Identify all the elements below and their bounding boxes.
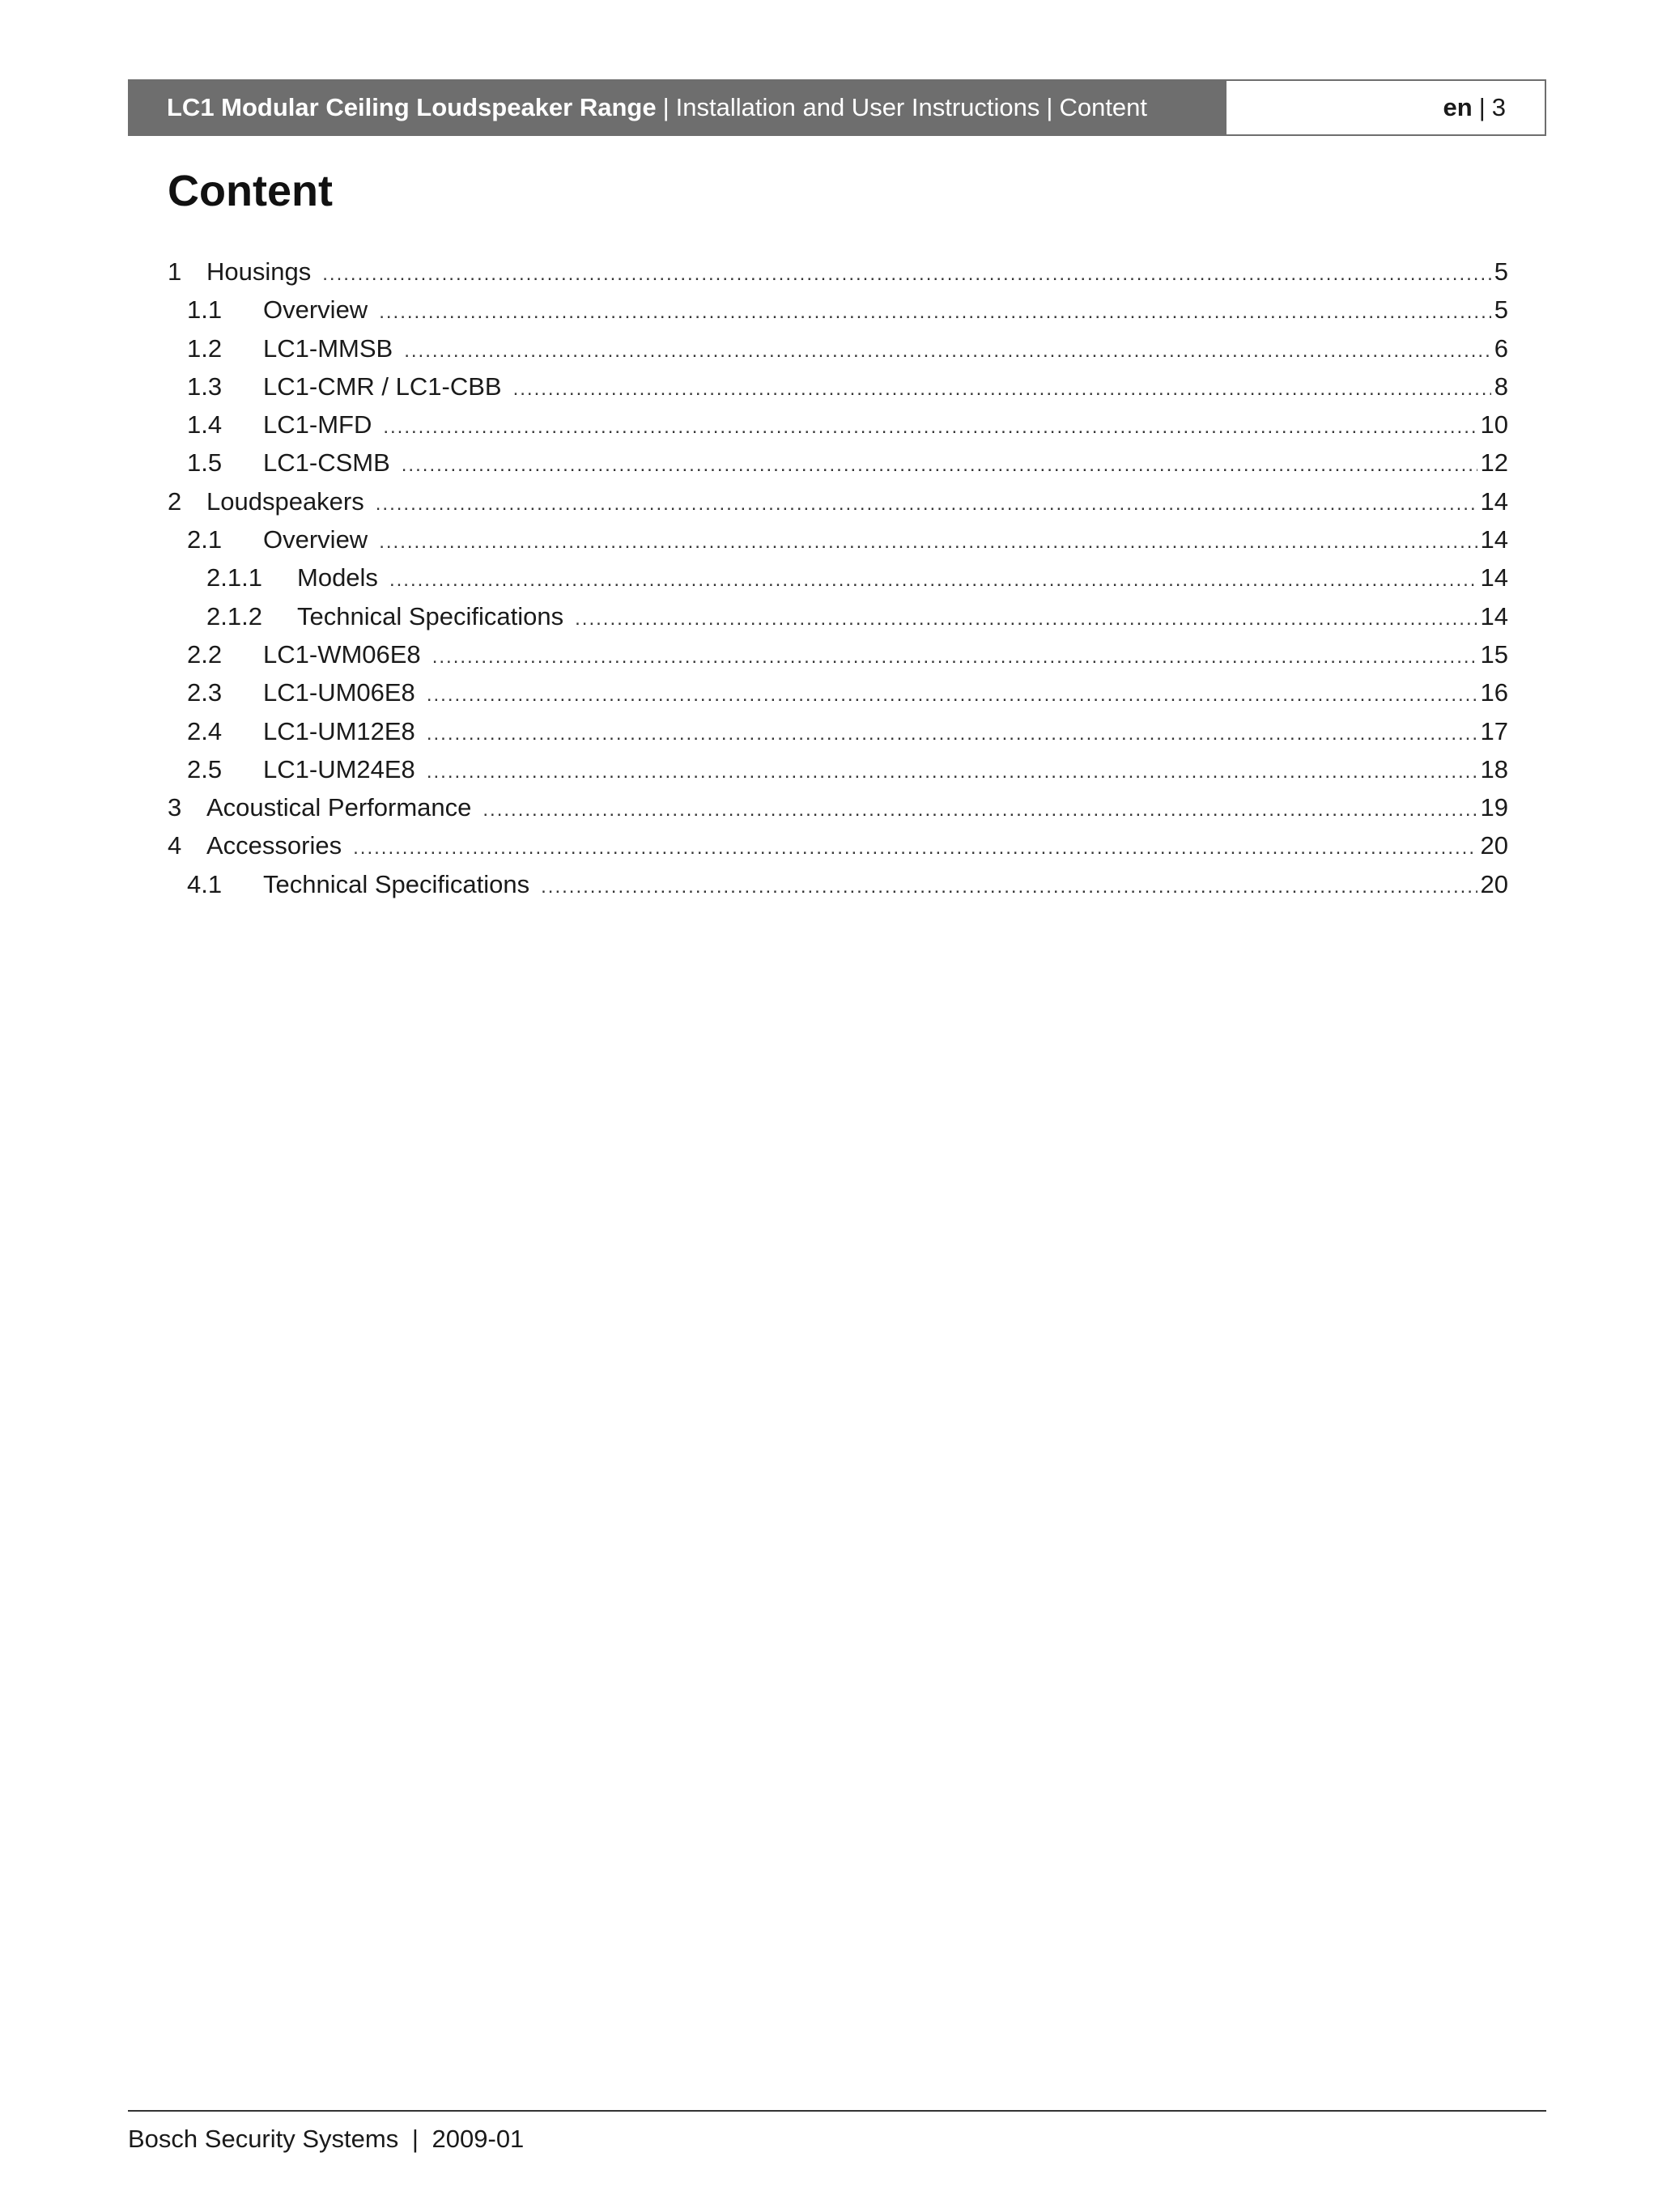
toc-entry[interactable] (168, 448, 1508, 486)
toc-entry-label: LC1-MMSB (263, 333, 393, 363)
toc-entry-label: LC1-CMR / LC1-CBB (263, 371, 502, 401)
toc-entry-page: 5 (1494, 295, 1508, 325)
page-header (128, 79, 1546, 136)
toc-entry-page: 6 (1494, 333, 1508, 363)
toc-leader-dots (427, 761, 1477, 783)
toc-entry-number: 2.1 (187, 525, 223, 554)
toc-entry-page: 20 (1480, 831, 1508, 860)
toc-entry[interactable] (168, 793, 1508, 831)
toc-entry[interactable] (168, 870, 1508, 908)
toc-entry-page: 18 (1480, 754, 1508, 783)
toc-leader-dots (483, 799, 1477, 822)
toc-entry-number: 2.3 (187, 678, 223, 707)
toc-leader-dots (513, 378, 1491, 401)
toc-leader-dots (541, 876, 1477, 898)
toc-leader-dots (383, 416, 1477, 439)
toc-entry[interactable] (168, 678, 1508, 716)
toc-entry[interactable] (168, 602, 1508, 640)
toc-leader-dots (404, 340, 1491, 363)
toc-entry-page: 12 (1480, 448, 1508, 478)
toc-leader-dots (432, 646, 1477, 669)
toc-entry-number: 1.5 (187, 448, 223, 478)
toc-entry-label: LC1-CSMB (263, 448, 390, 478)
table-of-contents (168, 257, 1508, 908)
toc-entry-number: 1.4 (187, 410, 223, 439)
toc-entry[interactable] (168, 525, 1508, 563)
toc-entry[interactable] (168, 372, 1508, 410)
toc-leader-dots (427, 723, 1477, 745)
toc-entry-page: 5 (1494, 257, 1508, 286)
toc-entry-number: 4 (168, 831, 182, 860)
toc-entry-page: 16 (1480, 678, 1508, 707)
toc-leader-dots (427, 684, 1477, 707)
footer-separator: | (411, 2125, 419, 2153)
toc-entry-number: 2.5 (187, 754, 223, 783)
toc-entry-label: LC1-UM24E8 (263, 754, 415, 783)
toc-entry[interactable] (168, 717, 1508, 755)
toc-entry[interactable] (168, 831, 1508, 869)
header-language: en (1443, 93, 1473, 121)
toc-entry-page: 14 (1480, 563, 1508, 592)
toc-entry[interactable] (168, 410, 1508, 448)
toc-entry-page: 8 (1494, 371, 1508, 401)
toc-entry-label: LC1-UM06E8 (263, 678, 415, 707)
toc-entry[interactable] (168, 563, 1508, 601)
toc-leader-dots (322, 263, 1491, 286)
toc-entry-page: 20 (1480, 869, 1508, 898)
footer-divider (128, 2110, 1546, 2112)
footer-company: Bosch Security Systems (128, 2125, 399, 2153)
toc-entry[interactable] (168, 755, 1508, 793)
toc-entry-page: 15 (1480, 639, 1508, 669)
toc-entry-label: Accessories (206, 831, 342, 860)
header-separator: | (1046, 93, 1053, 121)
toc-entry-label: Overview (263, 295, 368, 325)
toc-entry-label: Acoustical Performance (206, 793, 472, 822)
toc-entry-number: 1.3 (187, 371, 223, 401)
toc-entry-number: 2.1.1 (206, 563, 262, 592)
toc-entry-label: Overview (263, 525, 368, 554)
header-separator: | (662, 93, 670, 121)
toc-entry-number: 2.2 (187, 639, 223, 669)
header-product-name: LC1 Modular Ceiling Loudspeaker Range (167, 93, 657, 121)
toc-entry-number: 3 (168, 793, 182, 822)
toc-entry-number: 2.1.2 (206, 601, 262, 630)
toc-entry[interactable] (168, 640, 1508, 678)
toc-leader-dots (379, 531, 1477, 554)
footer-date: 2009-01 (432, 2125, 525, 2153)
toc-entry[interactable] (168, 487, 1508, 525)
toc-entry-label: Technical Specifications (263, 869, 530, 898)
toc-entry-page: 14 (1480, 486, 1508, 516)
toc-entry-number: 4.1 (187, 869, 223, 898)
header-title-bar (128, 79, 1226, 136)
toc-entry[interactable] (168, 334, 1508, 372)
toc-entry-number: 1 (168, 257, 182, 286)
toc-entry[interactable] (168, 295, 1508, 333)
toc-entry[interactable] (168, 257, 1508, 295)
header-separator: | (1478, 93, 1486, 121)
toc-entry-label: Technical Specifications (297, 601, 564, 630)
header-page-number: 3 (1491, 93, 1506, 121)
toc-leader-dots (575, 608, 1477, 630)
toc-entry-page: 14 (1480, 525, 1508, 554)
toc-entry-label: Models (297, 563, 378, 592)
toc-leader-dots (376, 493, 1477, 516)
toc-entry-label: Housings (206, 257, 312, 286)
page-footer (128, 2125, 524, 2154)
toc-entry-label: LC1-WM06E8 (263, 639, 421, 669)
page-title: Content (168, 167, 333, 215)
toc-entry-label: LC1-UM12E8 (263, 716, 415, 745)
toc-entry-number: 1.1 (187, 295, 223, 325)
toc-leader-dots (379, 301, 1491, 324)
toc-entry-number: 2 (168, 486, 182, 516)
toc-entry-number: 1.2 (187, 333, 223, 363)
toc-entry-label: Loudspeakers (206, 486, 364, 516)
toc-entry-label: LC1-MFD (263, 410, 372, 439)
toc-leader-dots (402, 454, 1477, 477)
toc-entry-page: 17 (1480, 716, 1508, 745)
toc-entry-number: 2.4 (187, 716, 223, 745)
toc-entry-page: 10 (1480, 410, 1508, 439)
toc-leader-dots (389, 569, 1477, 592)
toc-entry-page: 19 (1480, 793, 1508, 822)
header-page-box (1226, 79, 1546, 136)
toc-entry-page: 14 (1480, 601, 1508, 630)
header-doc-type: Installation and User Instructions (675, 93, 1040, 121)
header-section: Content (1059, 93, 1148, 121)
toc-leader-dots (353, 837, 1477, 860)
